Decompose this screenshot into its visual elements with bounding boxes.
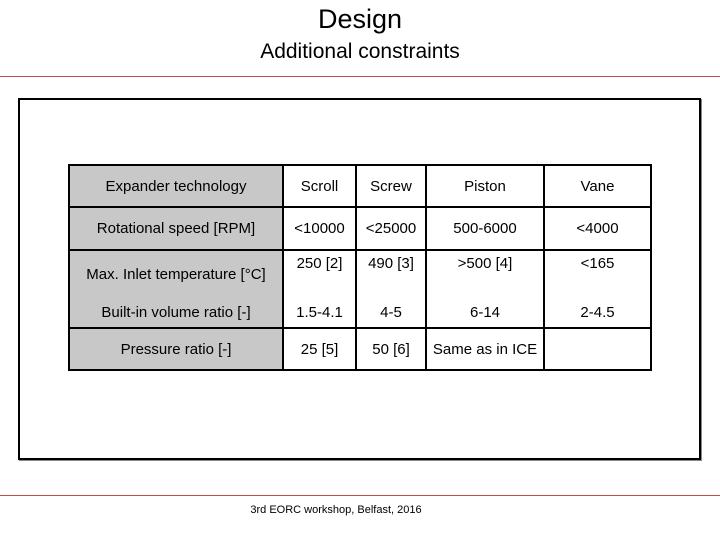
- header-piston: Piston: [426, 165, 544, 207]
- cell-scroll-pressure-ratio: 25 [5]: [283, 328, 356, 370]
- header-vane: Vane: [544, 165, 651, 207]
- table-row: [69, 207, 651, 250]
- row-label-pressure-ratio: Pressure ratio [-]: [69, 328, 283, 370]
- row-label-max-inlet-temperature: Max. Inlet temperature [°C]: [69, 250, 283, 297]
- table-row: [69, 297, 651, 328]
- top-divider: [0, 76, 720, 77]
- expander-comparison-table: [68, 164, 652, 371]
- cell-scroll-max-inlet-temperature: 250 [2]: [283, 250, 356, 297]
- slide-title: Design: [317, 4, 403, 34]
- table-row: [69, 250, 651, 297]
- cell-screw-built-in-volume-ratio: 4-5: [356, 297, 426, 328]
- cell-piston-built-in-volume-ratio: 6-14: [426, 297, 544, 328]
- cell-scroll-rotational-speed: <10000: [283, 207, 356, 250]
- cell-screw-pressure-ratio: 50 [6]: [356, 328, 426, 370]
- header-scroll: Scroll: [283, 165, 356, 207]
- cell-vane-built-in-volume-ratio: 2-4.5: [544, 297, 651, 328]
- cell-piston-pressure-ratio: Same as in ICE: [426, 328, 544, 370]
- cell-vane-rotational-speed: <4000: [544, 207, 651, 250]
- bottom-divider: [0, 495, 720, 496]
- cell-screw-rotational-speed: <25000: [356, 207, 426, 250]
- row-label-built-in-volume-ratio: Built-in volume ratio [-]: [69, 297, 283, 328]
- cell-screw-max-inlet-temperature: 490 [3]: [356, 250, 426, 297]
- row-label-rotational-speed: Rotational speed [RPM]: [69, 207, 283, 250]
- cell-piston-rotational-speed: 500-6000: [426, 207, 544, 250]
- cell-scroll-built-in-volume-ratio: 1.5-4.1: [283, 297, 356, 328]
- cell-piston-max-inlet-temperature: >500 [4]: [426, 250, 544, 297]
- header-expander-technology: Expander technology: [69, 165, 283, 207]
- header-screw: Screw: [356, 165, 426, 207]
- cell-vane-pressure-ratio: [544, 328, 651, 370]
- table-header-row: [69, 165, 651, 207]
- cell-vane-max-inlet-temperature: <165: [544, 250, 651, 297]
- slide-subtitle: Additional constraints: [260, 40, 460, 63]
- table-row: [69, 328, 651, 370]
- slide-footer: 3rd EORC workshop, Belfast, 2016: [250, 504, 422, 516]
